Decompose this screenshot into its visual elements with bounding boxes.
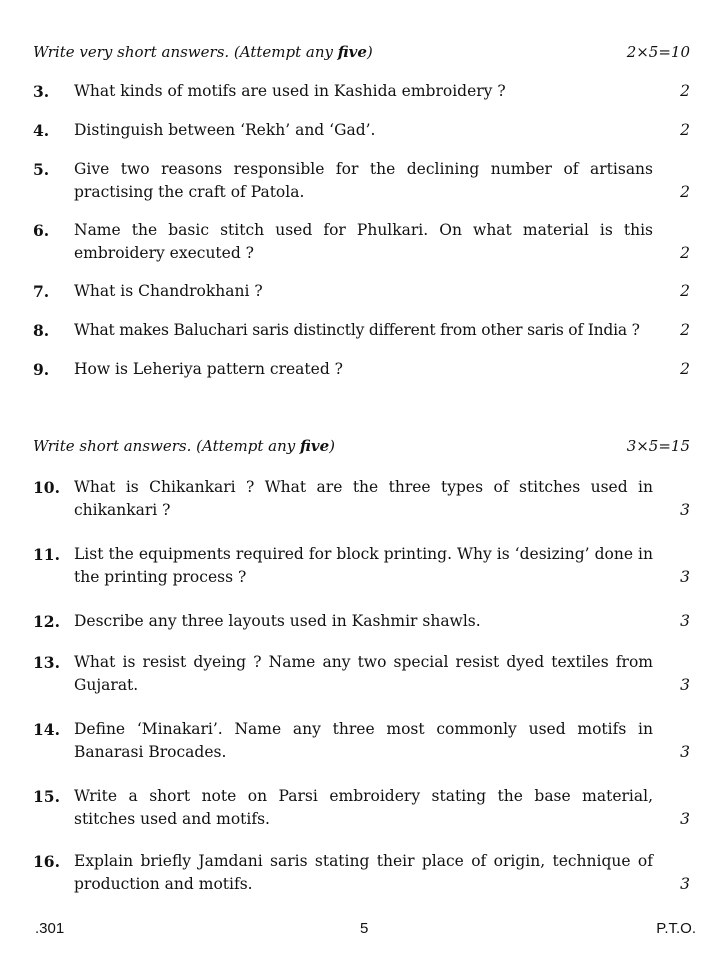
section-b-instruction: Write short answers. (Attempt any five) — [33, 437, 336, 455]
question-marks: 3 — [680, 568, 690, 586]
question-marks: 2 — [680, 82, 690, 100]
question-text: Distinguish between ‘Rekh’ and ‘Gad’. — [74, 121, 376, 139]
question-9 — [33, 358, 690, 381]
question-number: 7. — [33, 282, 50, 301]
question-number: 3. — [33, 82, 50, 101]
question-number: 9. — [33, 360, 50, 379]
question-marks: 3 — [680, 612, 690, 630]
question-number: 11. — [33, 545, 60, 564]
question-10 — [33, 476, 690, 522]
question-text: What is Chandrokhani ? — [74, 282, 263, 300]
question-7 — [33, 280, 690, 303]
question-text: Write a short note on Parsi embroidery stating the base material, stitches used and motifs. — [74, 787, 653, 828]
question-text: Name the basic stitch used for Phulkari. On what material is this embroidery executed ? — [74, 221, 653, 262]
question-16 — [33, 850, 690, 896]
question-3 — [33, 80, 690, 103]
question-marks: 3 — [680, 743, 690, 761]
question-marks: 2 — [680, 244, 690, 262]
question-number: 5. — [33, 160, 50, 179]
question-8 — [33, 319, 690, 342]
footer-pto: P.T.O. — [656, 920, 696, 937]
question-text: Give two reasons responsible for the declining number of artisans practising the craft of Patola. — [74, 160, 653, 201]
question-11 — [33, 543, 690, 589]
question-number: 13. — [33, 653, 60, 672]
question-text: What is resist dyeing ? Name any two special resist dyed textiles from Gujarat. — [74, 653, 653, 694]
question-marks: 3 — [680, 501, 690, 519]
question-text: Define ‘Minakari’. Name any three most commonly used motifs in Banarasi Brocades. — [74, 720, 653, 761]
question-number: 4. — [33, 121, 50, 140]
question-text: What is Chikankari ? What are the three types of stitches used in chikankari ? — [74, 478, 653, 519]
question-text: What kinds of motifs are used in Kashida embroidery ? — [74, 82, 506, 100]
question-marks: 3 — [680, 810, 690, 828]
question-13 — [33, 651, 690, 697]
question-text: Explain briefly Jamdani saris stating their place of origin, technique of production and motifs. — [74, 852, 653, 893]
question-text: How is Leheriya pattern created ? — [74, 360, 343, 378]
question-number: 10. — [33, 478, 60, 497]
section-a-marks: 2×5=10 — [626, 43, 690, 61]
question-marks: 2 — [680, 121, 690, 139]
question-text: Describe any three layouts used in Kashmir shawls. — [74, 612, 481, 630]
question-5 — [33, 158, 690, 204]
question-number: 12. — [33, 612, 60, 631]
question-marks: 2 — [680, 360, 690, 378]
question-12 — [33, 610, 690, 633]
question-14 — [33, 718, 690, 764]
question-marks: 2 — [680, 183, 690, 201]
section-b-header — [33, 436, 690, 456]
question-4 — [33, 119, 690, 142]
footer-code: .301 — [35, 920, 65, 937]
question-15 — [33, 785, 690, 831]
question-marks: 2 — [680, 282, 690, 300]
question-marks: 3 — [680, 676, 690, 694]
section-a-header — [33, 42, 690, 62]
section-a-instruction: Write very short answers. (Attempt any five) — [33, 43, 373, 61]
question-text: What makes Baluchari saris distinctly different from other saris of India ? — [74, 321, 640, 339]
question-marks: 2 — [680, 321, 690, 339]
question-number: 8. — [33, 321, 50, 340]
question-number: 6. — [33, 221, 50, 240]
question-number: 14. — [33, 720, 60, 739]
footer-page-number: 5 — [360, 920, 369, 937]
question-number: 16. — [33, 852, 60, 871]
question-6 — [33, 219, 690, 265]
question-marks: 3 — [680, 875, 690, 893]
question-number: 15. — [33, 787, 60, 806]
section-b-marks: 3×5=15 — [626, 437, 690, 455]
question-text: List the equipments required for block printing. Why is ‘desizing’ done in the printing process ? — [74, 545, 653, 586]
